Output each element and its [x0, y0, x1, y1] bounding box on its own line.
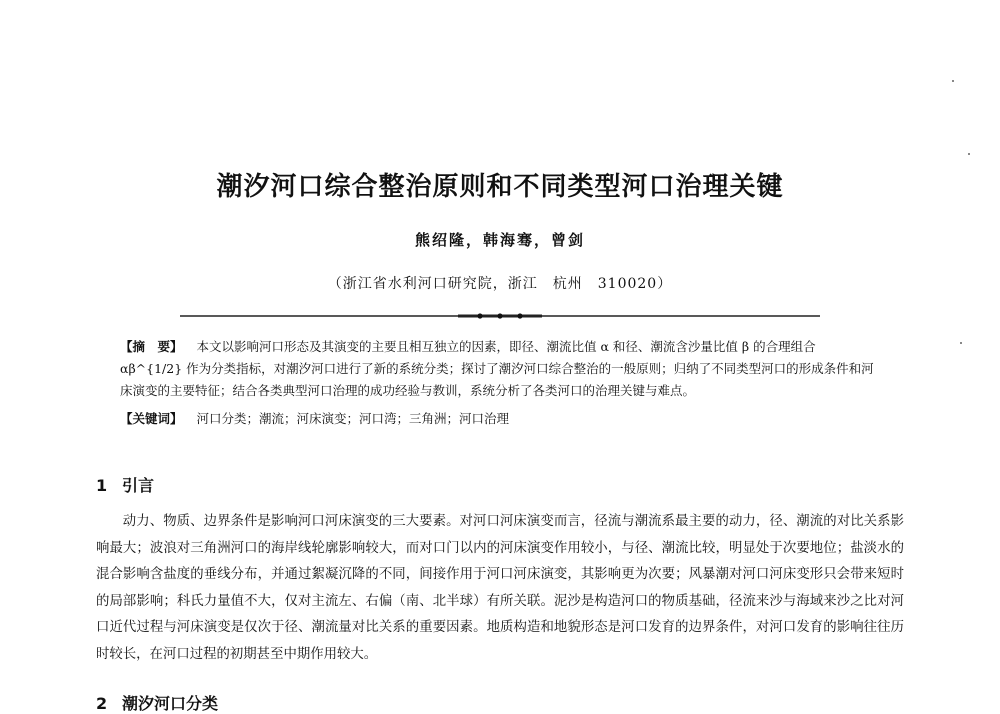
abstract-block: [120, 336, 880, 430]
section-number: 1: [96, 476, 108, 495]
section-heading-text: 引言: [122, 476, 155, 495]
keywords-row: [120, 408, 880, 430]
section-number: 2: [96, 694, 108, 713]
body-paragraph: 动力、物质、边界条件是影响河口河床演变的三大要素。对河口河床演变而言，径流与潮流系最主要的动力，径、潮流的对比关系影响最大；波浪对三角洲河口的海岸线轮廓影响较大，而对口门以内的河床演变作用较小，与径、潮流比较，明显处于次要地位；盐淡水的混合影响含盐度的垂线分布，并通过絮凝沉降的不同，间接作用于河口河床演变，其影响更为次要；风暴潮对河口河床变形只会带来短时的局部影响；科氏力量值不大，仅对主流左、右偏（南、北半球）有所关联。泥沙是构造河口的物质基础，径流来沙与海域来沙之比对河口近代过程与河床演变是仅次于径、潮流量对比关系的重要因素。地质构造和地貌形态是河口发育的边界条件，对河口发育的影响往往历时较长，在河口过程的初期甚至中期作用较大。: [96, 514, 904, 662]
scan-mark: [960, 342, 962, 344]
section-1-body: [96, 509, 904, 668]
keywords-label: 【关键词】: [120, 411, 183, 426]
section-2-heading: [96, 691, 218, 714]
abstract-paragraph: [120, 336, 880, 402]
title-divider: [180, 313, 820, 319]
abstract-label: 【摘 要】: [120, 339, 183, 354]
paper-title: 潮汐河口综合整治原则和不同类型河口治理关键: [216, 172, 784, 202]
scan-mark: [952, 80, 954, 82]
abstract-text: 本文以影响河口形态及其演变的主要且相互独立的因素，即径、潮流比值 α 和径、潮流含沙量比值 β 的合理组合 αβ^{1/2} 作为分类指标，对潮汐河口进行了新的系统分类；探讨了潮汐河口综合整治的一般原则；归纳了不同类型河口的形成条件和河床演变的主要特征；结合各类典型河口治理的成功经验与教训，系统分析了各类河口的治理关键与难点。: [120, 339, 874, 398]
scan-mark: [968, 153, 970, 155]
keywords-text: 河口分类；潮流；河床演变；河口湾；三角洲；河口治理: [196, 411, 510, 426]
section-1-heading: [96, 473, 154, 496]
authors: 熊绍隆，韩海骞，曾剑: [414, 231, 585, 249]
affiliation: （浙江省水利河口研究院，浙江 杭州 310020）: [327, 276, 673, 292]
section-heading-text: 潮汐河口分类: [122, 694, 219, 713]
